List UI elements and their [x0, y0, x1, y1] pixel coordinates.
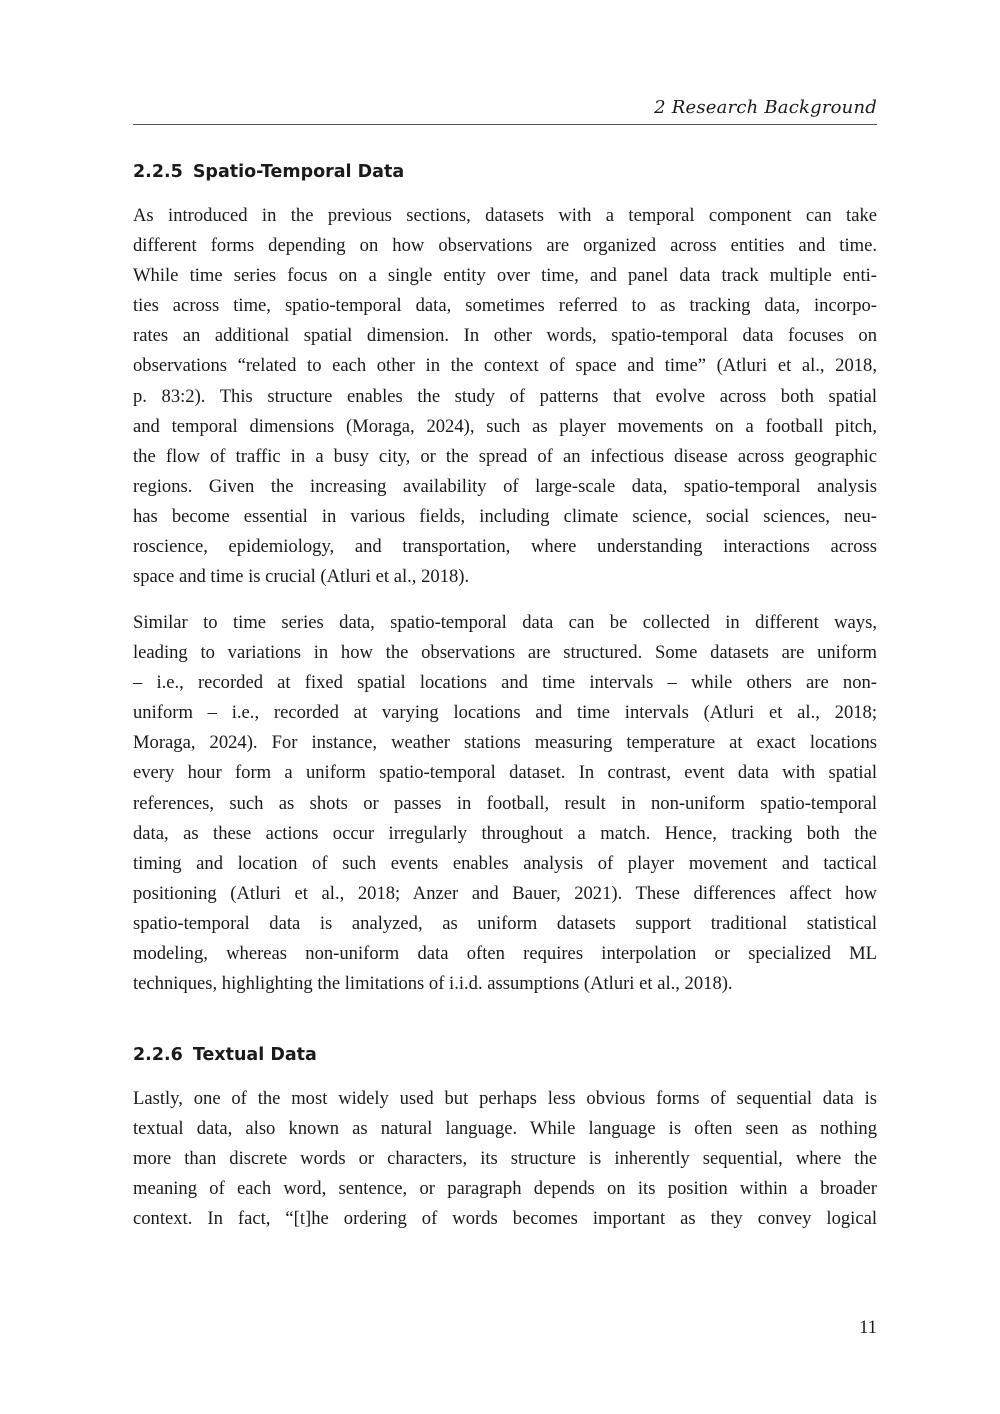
section-title: Spatio-Temporal Data: [192, 162, 405, 182]
text-line: modeling, whereas non-uniform data often requires interpolation or specialized ML: [133, 943, 877, 965]
text-line: rates an additional spatial dimension. In other words, spatio-temporal data focuses on: [133, 325, 877, 347]
text-line: references, such as shots or passes in football, result in non-uniform spatio-temporal: [133, 792, 877, 814]
text-line: leading to variations in how the observations are structured. Some datasets are uniform: [133, 642, 877, 664]
text-line: Similar to time series data, spatio-temporal data can be collected in different ways,: [133, 612, 877, 633]
text-line: ties across time, spatio-temporal data, sometimes referred to as tracking data, incorpo-: [133, 295, 877, 317]
section-heading: [133, 1045, 317, 1065]
text-line: techniques, highlighting the limitations of i.i.d. assumptions (Atluri et al., 2018).: [133, 973, 733, 995]
text-line: While time series focus on a single entity over time, and panel data track multiple enti-: [133, 265, 877, 287]
text-line: observations “related to each other in the context of space and time” (Atluri et al., 2018,: [133, 355, 877, 377]
running-header: [133, 97, 877, 125]
text-line: spatio-temporal data is analyzed, as uniform datasets support traditional statistical: [133, 912, 877, 934]
paragraph: [133, 608, 877, 999]
page-number: 11: [859, 1317, 877, 1338]
text-line: the flow of traffic in a busy city, or the spread of an infectious disease across geographic: [133, 445, 877, 467]
text-line: and temporal dimensions (Moraga, 2024), such as player movements on a football pitch,: [133, 415, 877, 437]
text-line: context. In fact, “[t]he ordering of words becomes important as they convey logical: [133, 1208, 877, 1230]
text-line: As introduced in the previous sections, datasets with a temporal component can take: [133, 205, 877, 226]
text-line: every hour form a uniform spatio-temporal dataset. In contrast, event data with spatial: [133, 762, 877, 784]
text-line: data, as these actions occur irregularly throughout a match. Hence, tracking both the: [133, 822, 877, 844]
text-line: – i.e., recorded at fixed spatial locations and time intervals – while others are non-: [133, 672, 877, 694]
text-line: roscience, epidemiology, and transportation, where understanding interactions across: [133, 536, 877, 558]
text-line: space and time is crucial (Atluri et al., 2018).: [133, 566, 470, 588]
text-line: has become essential in various fields, including climate science, social sciences, neu-: [133, 505, 877, 527]
text-line: uniform – i.e., recorded at varying locations and time intervals (Atluri et al., 2018;: [133, 702, 877, 724]
text-line: positioning (Atluri et al., 2018; Anzer and Bauer, 2021). These differences affect how: [133, 882, 877, 904]
section-number: 2.2.6: [133, 1045, 183, 1065]
text-line: p. 83:2). This structure enables the study of patterns that evolve across both spatial: [133, 385, 877, 407]
running-title: 2 Research Background: [654, 97, 877, 118]
paragraph: [133, 1084, 877, 1234]
text-line: meaning of each word, sentence, or paragraph depends on its position within a broader: [133, 1178, 877, 1200]
text-line: Moraga, 2024). For instance, weather stations measuring temperature at exact locations: [133, 732, 877, 754]
text-line: more than discrete words or characters, its structure is inherently sequential, where the: [133, 1148, 877, 1170]
text-line: different forms depending on how observations are organized across entities and time.: [133, 235, 877, 257]
section-number: 2.2.5: [133, 162, 183, 182]
text-line: timing and location of such events enables analysis of player movement and tactical: [133, 852, 877, 874]
text-line: regions. Given the increasing availability of large-scale data, spatio-temporal analysis: [133, 475, 877, 497]
paragraph: [133, 201, 877, 592]
text-line: Lastly, one of the most widely used but perhaps less obvious forms of sequential data is: [133, 1088, 877, 1109]
text-line: textual data, also known as natural language. While language is often seen as nothing: [133, 1118, 877, 1140]
section-title: Textual Data: [192, 1045, 317, 1065]
section-heading: [133, 162, 404, 182]
